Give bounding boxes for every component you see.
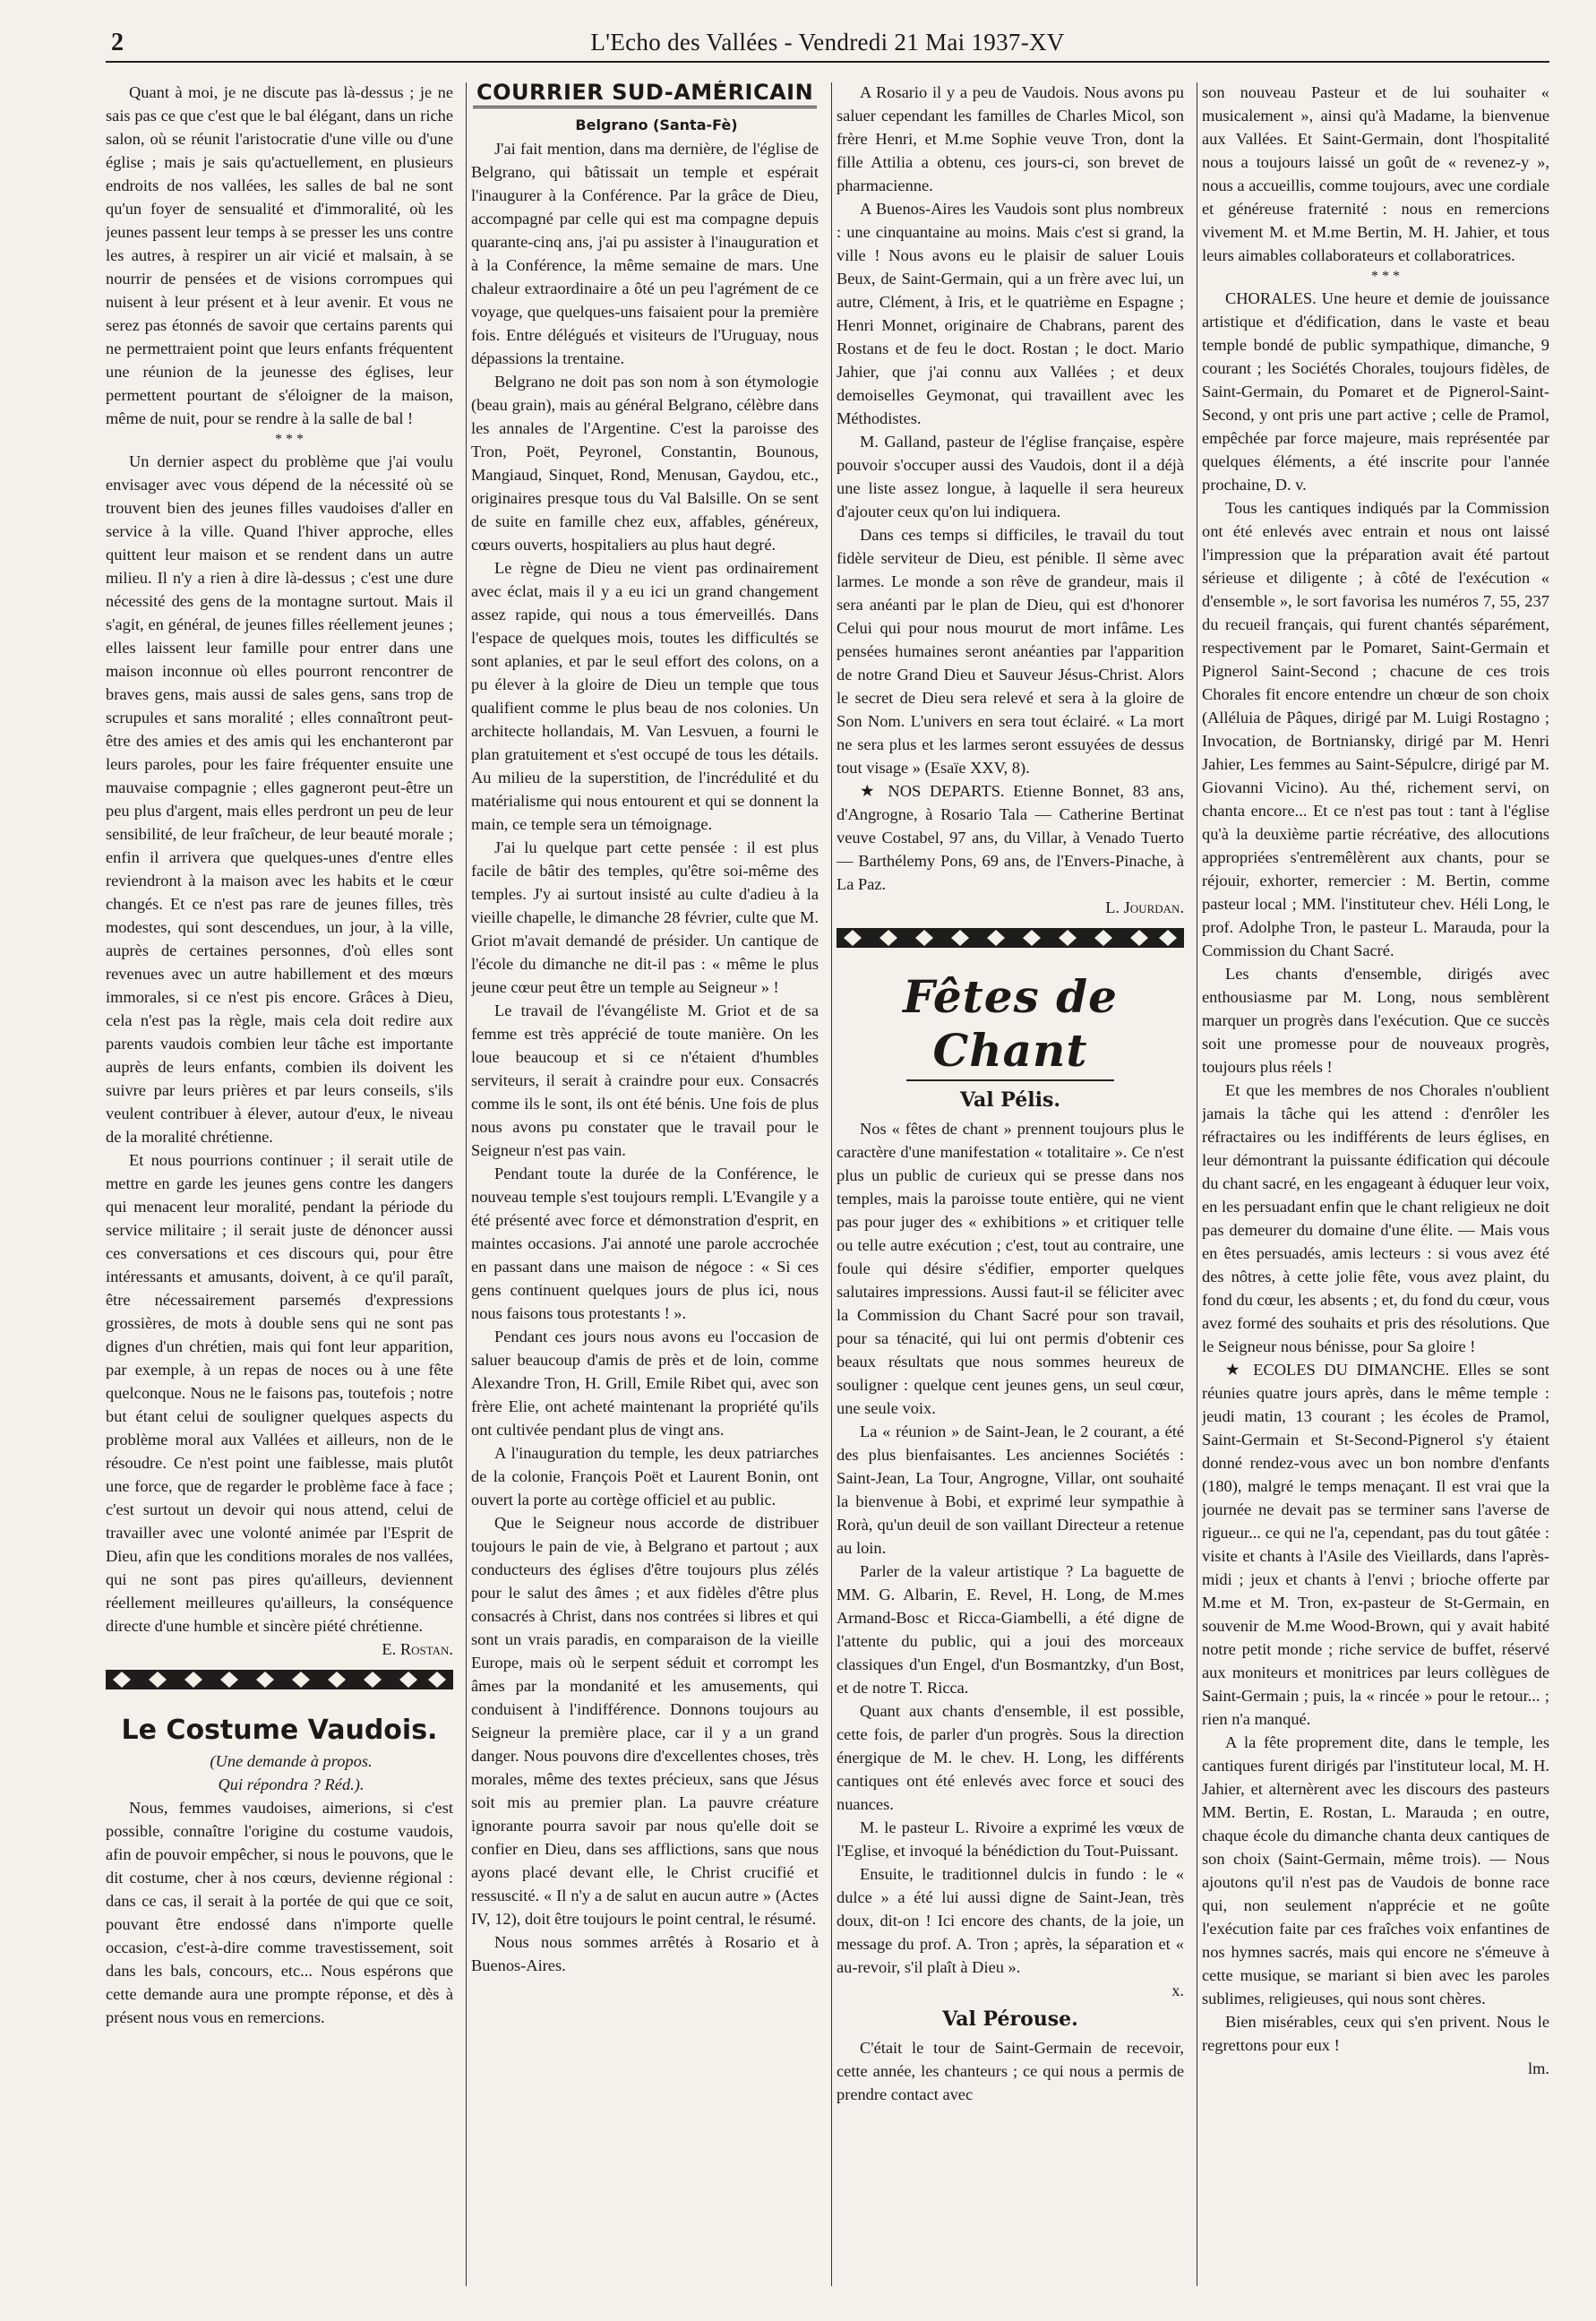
- article-paragraph: Bien misérables, ceux qui s'en privent. Nous le regrettons pour eux !: [1202, 2013, 1549, 2054]
- article-paragraph: Et nous pourrions continuer ; il serait utile de mettre en garde les jeunes gens contre les dangers qui menacent leur moralité, pendant la période du service militaire ; il serait juste de dénoncer aussi ces conversations et ces discours qui, pour être intéressants et amusants, doivent, à ce qu'il paraît, être nécessairement parsemés d'expressions grossières, de mots à double sens qui ne sont pas dignes d'un chrétien, mais qui font leur apparition, par exemple, à un repas de noces ou à une fête quelconque. Nous ne le faisons pas, toutefois ; notre but étant celui de souligner quelques aspects du problème moral aux Vallées et ailleurs, non de le résoudre. Ce n'est point une faiblesse, mais plutôt une force, que de regarder le problème face à face ; c'est surtout un devoir qui nous attend, celui de travailler avec une volonté animée par l'Esprit de Dieu, afin que les conditions morales de nos vallées, qui ne sont pas pires qu'ailleurs, deviennent réellement meilleures qu'ailleurs, la conséquence directe d'une humble et sincère piété chrétienne.: [106, 1151, 453, 1635]
- val-pelis-heading: Val Pélis.: [959, 1088, 1061, 1112]
- fetes-de-chant-title: Fêtes de Chant: [903, 970, 1118, 1077]
- article-paragraph: M. le pasteur L. Rivoire a exprimé les vœux de l'Eglise, et invoqué la bénédiction du Tout-Puissant.: [837, 1818, 1184, 1860]
- article-paragraph: Que le Seigneur nous accorde de distribuer toujours le pain de vie, à Belgrano et partout ; aux conducteurs des églises d'être toujours plus zélés pour le salut des âmes ; et aux fidèles d'être plus consacrés à Christ, dans nos contrées si libres et qui sont un vrais paradis, en comparaison de la vieille Europe, mais où le serpent séduit et corrompt les âmes par la mondanité et les amusements, qui conduisent à l'indifférence. Donnons toujours au Seigneur la première place, car il y a un grand danger. Nous pouvons dire d'excellentes choses, très morales, même des textes précieux, sans que Jésus soit mis au premier plan. La pauvre créature ignorante pourra savoir par nous qu'elle doit se confier en Dieu, dans ses afflictions, sans que nous ayons placé devant elle, le Christ crucifié et ressuscité. « Il n'y a de salut en aucun autre » (Actes IV, 12), doit être toujours le point central, le résumé.: [471, 1514, 819, 1928]
- article-paragraph: La « réunion » de Saint-Jean, le 2 courant, a été des plus bienfaisantes. Les anciennes Sociétés : Saint-Jean, La Tour, Angrogne, Villar, ont souhaité la bienvenue à Bobi, et exprimé leur sympathie à Rorà, qu'un deuil de son vaillant Directeur a retenue au loin.: [837, 1423, 1184, 1557]
- val-perouse-heading: Val Pérouse.: [942, 2007, 1078, 2031]
- article-subhead: Belgrano (Santa-Fè): [575, 116, 738, 133]
- article-paragraph: J'ai fait mention, dans ma dernière, de l'église de Belgrano, qui bâtissait un temple et espérait l'inaugurer à la Conférence. Par la grâce de Dieu, accompagné par celle qui est ma compagne depuis quarante-cinq ans, j'ai pu assister à l'inauguration et à la Conférence, la même semaine de mars. Une chaleur extraordinaire a ôté un peu l'agrément de ce voyage, que quelques-uns faisaient pour la première fois. Entre délégués et visiteurs de l'Uruguay, nous dépassions la trentaine.: [471, 140, 819, 367]
- article-paragraph: Le travail de l'évangéliste M. Griot et de sa femme est très apprécié de toute manière. On les loue beaucoup et si ce n'étaient d'humbles serviteurs, il serait à craindre pour eux. Consacrés comme ils le sont, ils ont été bénis. Une fois de plus nous avons pu constater que le travail pour le Seigneur n'est pas vain.: [471, 1001, 819, 1159]
- article-paragraph: M. Galland, pasteur de l'église française, espère pouvoir s'occuper aussi des Vaudois, dont il a déjà une liste assez longue, à laquelle il sera heureux d'ajouter ceux qu'on lui indiquera.: [837, 433, 1184, 520]
- article-signature: x.: [1171, 1981, 1184, 1999]
- article-paragraph: Belgrano ne doit pas son nom à son étymologie (beau grain), mais au général Belgrano, célèbre dans les annales de l'Argentine. C'est la paroisse des Tron, Poët, Peyronel, Constantin, Bounous, Mangiaud, Sinquet, Rond, Menusan, Gaydou, etc., originaires presque tous du Val Balsille. On se sent de suite en famille chez eux, affables, généreux, cœurs ouverts, hospitaliers au plus haut degré.: [471, 373, 819, 554]
- article-paragraph: Un dernier aspect du problème que j'ai voulu envisager avec vous dépend de la nécessité où se trouvent bien des jeunes filles vaudoises d'aller en service à la ville. Quand l'hiver approche, elles quittent leur maison et se rendent dans un autre milieu. Il n'y a rien à dire là-dessus ; c'est une dure nécessité des gens de la montagne surtout. Mais il s'agit, en général, de jeunes filles réellement jeunes ; elles laissent leur famille pour entrer dans une maison inconnue où elles pourront rencontrer de braves gens, mais aussi de sales gens, sans trop de scrupules et sans moralité ; elles connaîtront peut-être des amies et des amis qui les enchanteront par leurs paroles, pour les faire fréquenter ensuite une mauvaise compagnie ; elles gagneront peut-être un peu plus d'argent, mais elles perdront un peu de leur sensibilité, de leur fraîcheur, de leur beauté morale ; enfin il arrivera que quelques-unes d'entre elles reviendront à la maison avec les habits et le cœur changés. Et ce n'est pas rare de jeunes filles, très modestes, qui sont descendues, un jour, à la ville, auprès de certaines personnes, d'où elles sont revenues avec un autre habillement et des mœurs immorales, si ce n'est pis encore. Grâces à Dieu, cela n'est pas la règle, mais cela doit redire aux parents vaudois combien leur tâche est importante auprès de leurs enfants, combien ils doivent les suivre par leurs prières et par leurs conseils, s'ils veulent contribuer à élever, autour d'eux, le niveau de la moralité chrétienne.: [106, 452, 453, 1146]
- article-paragraph: A la fête proprement dite, dans le temple, les cantiques furent dirigés par l'instituteur local, M. H. Jahier, et alternèrent avec les discours des pasteurs MM. Bertin, E. Rostan, L. Marauda ; en outre, chaque école du dimanche chanta deux cantiques de son choix (Saint-Germain, même trois). — Nous ajoutons qu'il n'est pas de Vaudois de bonne race qui, non seulement n'apprécie et ne goûte l'exécution faite par ces fraîches voix enfantines de nos hymnes sacrés, mais qui encore ne s'émeuve à cette musique, se mariant si bien avec les paroles sublimes, religieuses, qui nous sont chères.: [1202, 1733, 1549, 2007]
- article-paragraph: A Rosario il y a peu de Vaudois. Nous avons pu saluer cependant les familles de Charles Micol, son frère Henri, et M.me Sophie veuve Tron, dont la fille Attilia a obtenu, ces jours-ci, son brevet de pharmacienne.: [837, 83, 1184, 194]
- article-paragraph: Dans ces temps si difficiles, le travail du tout fidèle serviteur de Dieu, est pénible. Il sème avec larmes. Le monde a son rêve de grandeur, mais il sera anéanti par le plan de Dieu, qui est d'honorer Celui qui pour nous mourut de mort infâme. Les pensées humaines seront anéanties par l'apparition de notre Grand Dieu et Sauveur Jésus-Christ. Alors le secret de Dieu sera relevé et sera à la gloire de Son Nom. L'univers en sera tout éclairé. « La mort ne sera plus et les larmes seront essuyées de dessus tout visage » (Esaïe XXV, 8).: [837, 526, 1184, 777]
- section-heading-courrier: COURRIER SUD-AMÉRICAIN: [473, 81, 817, 108]
- article-paragraph: C'était le tour de Saint-Germain de recevoir, cette année, les chanteurs ; ce qui nous a permis de prendre contact avec: [837, 2039, 1184, 2103]
- article-paragraph: Nous, femmes vaudoises, aimerions, si c'est possible, connaître l'origine du costume vaudois, afin de pouvoir empêcher, si nous le pouvons, que le dit costume, cher à nos cœurs, devienne régional : dans ce cas, il serait à la portée de qui que ce soit, pouvant être endossé dans n'importe quelle occasion, c'est-à-dire comme travestissement, soit dans les bals, concours, etc... Nous espérons que cette demande aura une prompte réponse, et dès à présent nous vous en remercions.: [106, 1799, 453, 2026]
- costume-title: Le Costume Vaudois.: [121, 1715, 438, 1746]
- article-paragraph: A Buenos-Aires les Vaudois sont plus nombreux : une cinquantaine au moins. Mais c'est si grand, la ville ! Nous avons eu le plaisir de saluer Louis Beux, de Saint-Germain, qui a un frère avec lui, un autre, Clément, à Iris, et le quatrième en Espagne ; Henri Monnet, originaire de Chabrans, parent des Rostans et de feu le doct. Rostan ; le doct. Mario Jahier, que j'ai connu aux Vallées ; et deux demoiselles Geymonat, qui travaillent avec les Méthodistes.: [837, 200, 1184, 427]
- article-signature: lm.: [1527, 2059, 1549, 2077]
- article-paragraph: Pendant ces jours nous avons eu l'occasion de saluer beaucoup d'amis de près et de loin, comme Alexandre Tron, H. Grill, Emile Ribet qui, avec son frère Elie, ont acheté maintenant la propriété qu'ils ont cultivée pendant plus de vingt ans.: [471, 1328, 819, 1439]
- column-3: [837, 81, 1184, 2293]
- column-2: [471, 81, 819, 2293]
- article-paragraph: Le règne de Dieu ne vient pas ordinairement avec éclat, mais il y a eu ici un grand changement assez rapide, qui nous a tous émerveillés. Dans l'espace de quelques mois, toutes les difficultés se sont aplanies, et par le seul effort des colons, on a pu élever à la gloire de Dieu un temple que tous qualifient comme le plus beau de nos colonies. Un architecte hollandais, M. Van Lesvuen, a fourni le plan gratuitement et s'est occupé de tous les détails. Au milieu de la superstition, de l'incrédulité et du matérialisme qui nous entourent et qui se donnent la main, ce temple sera un témoignage.: [471, 559, 819, 833]
- article-paragraph: A l'inauguration du temple, les deux patriarches de la colonie, François Poët et Laurent Bonin, ont ouvert la porte au cortège officiel et au public.: [471, 1444, 819, 1509]
- ornament-divider: [106, 1668, 453, 1691]
- article-paragraph: ★ ECOLES DU DIMANCHE. Elles se sont réunies quatre jours après, dans le même temple : jeudi matin, 13 courant ; les écoles de Pramol, Saint-Germain et St-Second-Pignerol s'y étaient donné rendez-vous avec un bon nombre d'enfants (180), malgré le temps menaçant. Il est vrai que la journée ne devait pas se terminer sans l'averse de rigueur... ce qui ne l'a, cependant, pas du tout gâtée : visite et chants à l'Asile des Vieillards, dans l'après-midi ; jeux et chants à l'envi ; brioche offerte par M.me et M. Tron, ex-pasteur de St-Germain, en souvenir de M.me Wood-Brown, qui y avait habité notre petit monde ; riche service de buffet, réservé aux moniteurs et monitrices par leurs collègues de Saint-Germain ; puis, la « rincée » pour le retour... ; rien n'a manqué.: [1202, 1361, 1549, 1728]
- running-head: [106, 25, 1549, 63]
- article-signature: L. Jourdan.: [1105, 898, 1184, 916]
- section-stars: ***: [275, 432, 307, 447]
- title-underline: [906, 1079, 1115, 1081]
- article-paragraph: Et que les membres de nos Chorales n'oublient jamais la tâche qui les attend : d'enrôler les réfractaires ou les indifférents de leurs églises, en leur démontrant la puissante édification qui découle du chant sacré, en les engageant à éduquer leur voix, en les persuadant enfin que le chant religieux ne doit pas demeurer du domaine d'une élite. — Mais vous en êtes persuadés, amis lecteurs : si vous avez été des nôtres, à cette jolie fête, vous avez plaint, du fond du cœur, les absents ; et, du fond du cœur, vous avez formé des souhaits et pris des résolutions. Que le Seigneur nous bénisse, pour Sa gloire !: [1202, 1081, 1549, 1355]
- article-paragraph: Nos « fêtes de chant » prennent toujours plus le caractère d'une manifestation « totalitaire ». Ce n'est plus un public de curieux qui se presse dans nos temples, mais la paroisse toute entière, qui ne vient pas pour juger des « exhibitions » et critiquer telle ou telle autre exécution ; c'est, tout au contraire, une foule qui désire s'édifier, emporter quelques salutaires impressions. Aussi faut-il se féliciter avec la Commission du Chant Sacré pour son travail, pour sa ténacité, qui lui ont permis d'obtenir ces beaux résultats que nous sommes heureux de souligner : quelque cent jeunes gens, un seul cœur, une seule voix.: [837, 1120, 1184, 1417]
- section-stars: ***: [1371, 269, 1403, 284]
- article-paragraph: Tous les cantiques indiqués par la Commission ont été enlevés avec entrain et nous ont laissé l'impression que la préparation avait été partout sérieuse et diligente ; à côté de l'exécution « d'ensemble », le sort favorisa les numéros 7, 55, 237 du recueil français, qui furent chantés séparément, respectivement par le Pomaret, Saint-Germain et Pignerol Saint-Second ; chacune de ces trois Chorales fit encore entendre un chœur de son choix (Alléluia de Pâques, dirigé par M. Luigi Rostagno ; Invocation, de Bortniansky, dirigé par M. Henri Jahier, Les femmes au Saint-Sépulcre, dirigé par M. Giovanni Vicino). Au thé, richement servi, on chanta encore... Et ce n'est pas tout : tant à l'église qu'à la deuxième partie récréative, des allocutions appropriées s'entremêlèrent aux chants, pour se réjouir, exhorter, remercier : M. Bertin, comme pasteur local ; MM. l'instituteur chev. Héli Long, le prof. Adolphe Tron, le pasteur L. Marauda, pour la Commission du Chant Sacré.: [1202, 499, 1549, 959]
- costume-intro-line-1: (Une demande à propos.: [210, 1752, 373, 1770]
- article-paragraph: Parler de la valeur artistique ? La baguette de MM. G. Albarin, E. Revel, H. Long, de M.mes Armand-Bosc et Ricca-Giambelli, a été digne de l'attente du public, qui a joui des morceaux classiques d'un Engel, d'un Bosmantzky, d'un Bost, et de notre T. Ricca.: [837, 1562, 1184, 1697]
- article-paragraph: Les chants d'ensemble, dirigés avec enthousiasme par M. Long, nous semblèrent marquer un progrès dans l'exécution. Que ce succès soit une promesse pour de nouveaux progrès, toujours plus réels !: [1202, 965, 1549, 1076]
- article-paragraph: Ensuite, le traditionnel dulcis in fundo : le « dulce » a été lui aussi digne de Saint-Jean, très doux, dit-on ! Ici encore des chants, de la joie, un message du prof. A. Tron ; après, la séparation et « au-revoir, s'il plaît à Dieu ».: [837, 1865, 1184, 1976]
- article-signature: E. Rostan.: [382, 1640, 453, 1658]
- page-number: 2: [111, 29, 124, 56]
- masthead-line: L'Echo des Vallées - Vendredi 21 Mai 1937-XV: [590, 29, 1065, 56]
- article-paragraph: Quant à moi, je ne discute pas là-dessus ; je ne sais pas ce que c'est que le bal élégant, dans un riche salon, où se réunit l'aristocratie d'une ville ou d'une église ; mais je sais qu'actuellement, en plusieurs endroits de nos vallées, les salles de bal ne sont qu'un foyer de sensualité et d'immoralité, où les jeunes passent leur temps à se presser les uns contre les autres, à respirer un air vicié et malsain, à se nourrir de pensées et de visions corrompues qui nuisent à leur présent et à leur avenir. Et vous ne serez pas étonnés de savoir que certains parents qui ne permettraient point que leurs enfants fréquentent une réunion de la jeunesse des églises, leur permettent pourtant de s'éloigner de la maison, même de nuit, pour se rendre à la salle de bal !: [106, 83, 453, 427]
- article-paragraph: Quant aux chants d'ensemble, il est possible, cette fois, de parler d'un progrès. Sous la direction énergique de M. le chev. H. Long, les différents cantiques ont été enlevés avec force et souci des nuances.: [837, 1702, 1184, 1813]
- column-4: [1202, 81, 1549, 2293]
- article-paragraph: ★ NOS DEPARTS. Etienne Bonnet, 83 ans, d'Angrogne, à Rosario Tala — Catherine Bertinat veuve Costabel, 97 ans, du Villar, à Venado Tuerto — Barthélemy Pons, 69 ans, de l'Envers-Pinache, à La Paz.: [837, 782, 1184, 893]
- ornament-divider: [837, 926, 1184, 950]
- column-1: [106, 81, 453, 2293]
- article-paragraph: CHORALES. Une heure et demie de jouissance artistique et d'édification, dans le vaste et beau temple bondé de public sympathique, dimanche, 9 courant ; les Sociétés Chorales, toujours fidèles, de Saint-Germain, du Pomaret et de Pignerol-Saint-Second, y ont pris une part active ; celle de Pramol, empêchée par force majeure, mais représentée par quelques éléments, a été inscrite pour l'année prochaine, D. v.: [1202, 289, 1549, 494]
- costume-intro-line-2: Qui répondra ? Réd.).: [218, 1775, 365, 1793]
- article-paragraph: Nous nous sommes arrêtés à Rosario et à Buenos-Aires.: [471, 1933, 819, 1974]
- article-paragraph: Pendant toute la durée de la Conférence, le nouveau temple s'est toujours rempli. L'Evangile y a été présenté avec force et démonstration d'esprit, en maintes occasions. J'ai annoté une parole accrochée en passant dans une maison de négoce : « Si ces gens continuent quelques jours de plus ici, nous nous faisons tous protestants ! ».: [471, 1165, 819, 1322]
- article-paragraph: son nouveau Pasteur et de lui souhaiter « musicalement », ainsi qu'à Madame, la bienvenue aux Vallées. Et Saint-Germain, dont l'hospitalité nous a toujours laissé un goût de « revenez-y », nous a accueillis, comme toujours, avec une cordiale et généreuse fraternité : nous en remercions vivement M. et M.me Bertin, M. H. Jahier, et tous leurs aimables collaborateurs et collaboratrices.: [1202, 83, 1549, 264]
- article-paragraph: J'ai lu quelque part cette pensée : il est plus facile de bâtir des temples, qu'être soi-même des temples. J'y ai surtout insisté au culte d'adieu à la vieille chapelle, le dimanche 28 février, culte que M. Griot m'avait demandé de présider. Un cantique de l'école du dimanche ne dit-il pas : « même le plus jeune cœur peut être un temple au Seigneur » !: [471, 838, 819, 996]
